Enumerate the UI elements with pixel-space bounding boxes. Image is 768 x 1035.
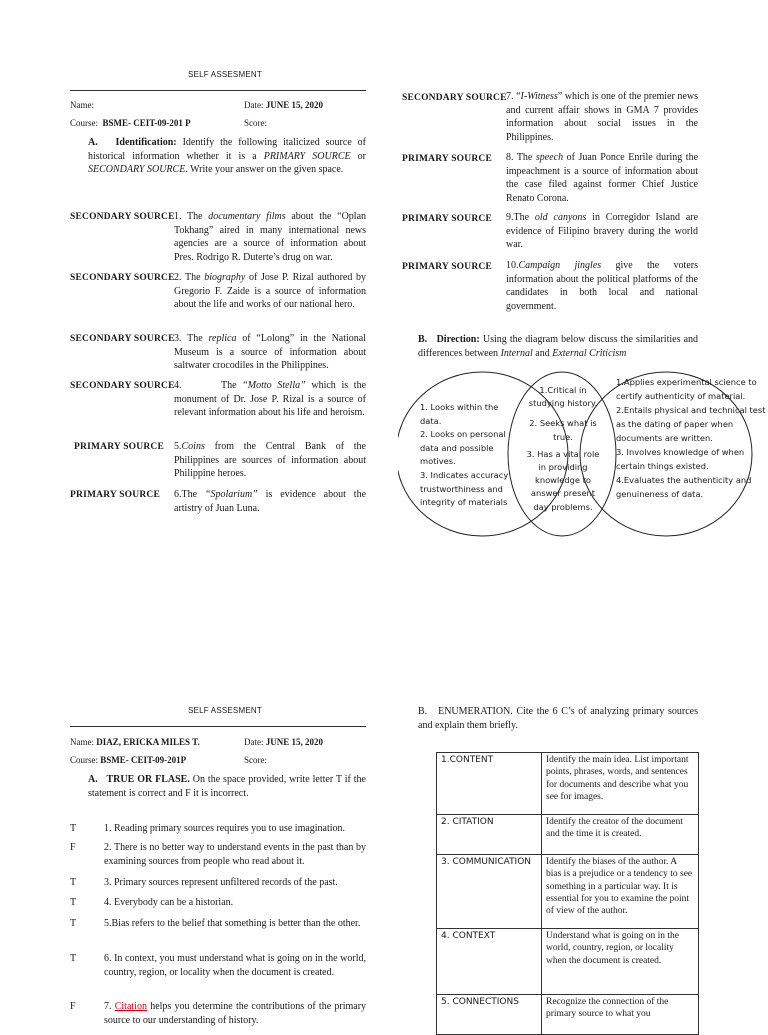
enum-term: 3. COMMUNICATION: [437, 855, 542, 929]
page2-name-value: DIAZ, ERICKA MILES T.: [96, 737, 200, 747]
page1-course-label: Course:: [70, 118, 98, 128]
table-row: [437, 753, 699, 815]
venn-left-item: 1. Looks within the data.: [420, 402, 499, 426]
tf-item-3-text: 3. Primary sources represent unfiltered records of the past.: [104, 877, 338, 888]
enum-desc: Understand what is going on in the world, country, region, or locality when the document is created.: [542, 929, 699, 995]
page1-section-b-title: Direction:: [436, 334, 480, 345]
tf-item-5-answer: T: [70, 918, 77, 929]
enum-desc: Identify the biases of the author. A bias is a prejudice or a tendency to see something in a particular way. It is essential for you to examine the point of view of the author.: [542, 855, 699, 929]
page1-course: [70, 117, 191, 129]
item-italic: documentary films: [208, 211, 286, 222]
item-italic: “Spolarium”: [204, 489, 258, 500]
page2-title-rule: [70, 726, 366, 727]
page1-score-label: Score:: [244, 118, 267, 128]
page1-section-a-heading: [88, 136, 366, 177]
tf-item-4-text: 4. Everybody can be a historian.: [104, 897, 234, 908]
page1-section-b-external: External Criticism: [552, 347, 627, 359]
page2-section-a-heading: [88, 773, 366, 800]
page1-section-b-heading: [418, 333, 698, 360]
page2-date-label: Date:: [244, 737, 264, 747]
item-rest: of “Lolong” in the National Museum is a source of information about saltwater crocodiles in the Philippines.: [174, 333, 367, 371]
tf-item-2-text: 2. There is no better way to understand events in the past than by examining sources from people who read about it.: [104, 842, 366, 867]
item-rest: is evidence about the artistry of Juan Luna.: [174, 489, 367, 514]
page1-title-rule: [70, 90, 366, 91]
table-row: [437, 855, 699, 929]
item-number: 6.The: [174, 489, 198, 500]
venn-middle-item: 3. Has a vital role in providing knowledge to answer present day problems.: [526, 448, 600, 512]
item-rest: of Jose P. Rizal authored by Gregorio F. Zaide is a source of information about the life and works of our national hero.: [174, 272, 367, 310]
page2-course-value: BSME- CEIT-09-201P: [100, 755, 187, 765]
page1-item-8-text: [506, 151, 698, 205]
venn-right-item: 4.Evaluates the authenticity and genuineness of data.: [616, 475, 752, 499]
page1-item-7-text: [506, 90, 698, 144]
page2-date-value: JUNE 15, 2020: [265, 737, 324, 747]
tf-item-5-text: 5.Bias refers to the belief that something is better than the other.: [104, 918, 361, 929]
item-rest: from the Central Bank of the Philippines are sources of information about Philippine heroes.: [174, 441, 366, 479]
page1-item-5-answer: PRIMARY SOURCE: [74, 442, 164, 452]
table-row: [437, 995, 699, 1035]
page1-item-3-text: [174, 332, 366, 373]
venn-right-item: 3. Involves knowledge of when certain things existed.: [616, 447, 745, 471]
tf-item-4-answer: T: [70, 897, 77, 908]
page2-date: [244, 736, 323, 748]
tf-item-1-text: 1. Reading primary sources requires you to use imagination.: [104, 823, 346, 834]
venn-left-item: 2. Looks on personal data and possible motives.: [420, 429, 506, 467]
enum-term: 4. CONTEXT: [437, 929, 542, 995]
enum-instruction: Cite the 6 C’s of analyzing primary sources and explain them briefly.: [418, 706, 698, 731]
tf-item-7-answer: F: [70, 1001, 76, 1012]
tf-item-7-highlight: Citation: [114, 1001, 147, 1012]
item-rest: of Juan Ponce Enrile during the impeachment is a source of information about the case filed against former Chief Justice Renato Corona.: [506, 152, 699, 204]
page1-section-a-primary: PRIMARY SOURCE: [263, 150, 351, 162]
enum-desc: Identify the creator of the document and the time it is created.: [542, 815, 699, 855]
page1-item-1-text: [174, 210, 366, 264]
item-number: 4. The: [174, 380, 237, 391]
item-rest: about the “Oplan Tokhang” aired in many international news agencies are a source of information about Pres. Rodrigo R. Duterte’s drug on war.: [174, 211, 367, 263]
item-number: 10.: [506, 260, 519, 271]
item-number: 1. The: [174, 211, 203, 222]
item-rest: which is the monument of Dr. Jose P. Rizal is a source of relevant information about his life and heroism.: [174, 380, 367, 418]
venn-middle-text: [522, 384, 604, 514]
table-row: [437, 929, 699, 995]
page1-item-6-answer: PRIMARY SOURCE: [70, 490, 160, 500]
page1-item-9-answer: PRIMARY SOURCE: [402, 214, 492, 224]
tf-item-6-answer: T: [70, 953, 77, 964]
tf-item-7-rest: helps you determine the contributions of the primary source to our understanding of history.: [104, 1001, 367, 1026]
item-italic: “Motto Stella”: [242, 380, 306, 391]
page1-item-6-text: [174, 488, 366, 515]
page1-section-a-instruction-1: Identify the following italicized source of historical information whether it is a: [88, 137, 367, 162]
item-number: 9.The: [506, 212, 530, 223]
page1-section-a-title: Identification:: [115, 137, 177, 148]
item-italic: speech: [535, 152, 564, 163]
page1-section-b-and: and: [535, 347, 550, 359]
page2-title: SELF ASSESMENT: [188, 706, 262, 715]
tf-item-7-number: 7.: [104, 1001, 112, 1012]
page1-section-a-letter: A.: [88, 137, 98, 148]
page1-course-value: BSME- CEIT-09-201 P: [102, 118, 191, 128]
item-italic: old canyons: [534, 212, 587, 223]
page2-section-a-letter: A.: [88, 774, 98, 785]
page2-section-a-title: TRUE OR FLASE.: [106, 774, 190, 785]
venn-left-item: 3. Indicates accuracy trustworthiness and integrity of materials: [420, 469, 509, 508]
enum-desc: Recognize the connection of the primary source to what you: [542, 995, 699, 1035]
page1-name-label: Name:: [70, 100, 94, 110]
venn-middle-item: 1.Critical in studying history.: [528, 385, 598, 409]
venn-left-text: [420, 401, 514, 510]
item-number: 3. The: [174, 333, 203, 344]
enum-term: 5. CONNECTIONS: [437, 995, 542, 1035]
page1-item-8-answer: PRIMARY SOURCE: [402, 154, 492, 164]
page1-item-2-text: [174, 271, 366, 312]
page1-item-10-text: [506, 259, 698, 313]
tf-item-3-answer: T: [70, 877, 77, 888]
tf-item-6-text: 6. In context, you must understand what is going on in the world, country, region, or locality when the document is created.: [104, 953, 366, 978]
item-italic: biography: [204, 272, 246, 283]
table-row: [437, 815, 699, 855]
page2-course: [70, 754, 186, 766]
page1-section-a-secondary: SECONDARY SOURCE: [88, 164, 186, 175]
page1-item-2-answer: SECONDARY SOURCE: [70, 273, 175, 283]
item-italic: replica: [208, 333, 237, 344]
page1-item-4-text: [174, 379, 366, 420]
enumeration-table: [436, 752, 699, 1035]
item-rest: in Corregidor Island are evidence of Filipino bravery during the world war.: [506, 212, 699, 250]
enum-term: 1.CONTENT: [437, 753, 542, 815]
enum-heading: [418, 705, 698, 732]
page1-section-b-instruction: Using the diagram below discuss the similarities and differences between: [418, 334, 699, 359]
item-number: 8. The: [506, 152, 533, 163]
tf-item-1-answer: T: [70, 823, 77, 834]
page1-section-a-instruction-2: . Write your answer on the given space.: [185, 164, 344, 175]
page1-title: SELF ASSESMENT: [188, 70, 262, 79]
tf-item-2-answer: F: [70, 842, 76, 853]
item-number: 2. The: [174, 272, 201, 283]
page1-date-label: Date:: [244, 100, 264, 110]
page1-item-4-answer: SECONDARY SOURCE: [70, 381, 175, 391]
page1-item-7-answer: SECONDARY SOURCE: [402, 93, 507, 103]
page1-section-a-or: or: [357, 150, 367, 162]
page2-name: [70, 736, 200, 748]
venn-middle-item: 2. Seeks what is true.: [529, 418, 597, 442]
enum-desc: Identify the main idea. List important points, phrases, words, and sentences for documents and describe what you see for images.: [542, 753, 699, 815]
venn-right-item: 2.Entails physical and technical test as the dating of paper when documents are written.: [616, 405, 766, 443]
page1-item-10-answer: PRIMARY SOURCE: [402, 262, 492, 272]
item-rest: ” which is one of the premier news and current affair shows in GMA 7 provides information about social issues in the Philippines.: [506, 91, 698, 143]
page1-item-1-answer: SECONDARY SOURCE: [70, 212, 175, 222]
page2-course-label: Course:: [70, 755, 98, 765]
page2-section-a-instruction: On the space provided, write letter T if the statement is correct and F it is incorrect.: [88, 774, 367, 799]
page2-score-label: Score:: [244, 755, 267, 765]
page1-section-b-letter: B.: [418, 334, 428, 345]
page1-date-value: JUNE 15, 2020: [265, 100, 324, 110]
enum-letter: B.: [418, 706, 428, 717]
page1-section-b-internal: Internal: [500, 347, 533, 359]
page1-item-9-text: [506, 211, 698, 252]
page2-name-label: Name:: [70, 737, 94, 747]
item-rest: give the voters information about the political platforms of the candidates in both local and national government.: [506, 260, 698, 312]
tf-item-7-text: [104, 1000, 366, 1027]
venn-right-item: 1.Applies experimental science to certify authenticity of material.: [616, 377, 757, 401]
page1-date: [244, 99, 323, 111]
venn-right-text: [616, 375, 768, 501]
page1-item-5-text: [174, 440, 366, 481]
item-italic: Campaign jingles: [518, 260, 602, 271]
item-italic: I-Witness: [520, 91, 558, 102]
item-number: 7. “: [506, 91, 521, 102]
item-number: 5.: [174, 441, 182, 452]
enum-title: ENUMERATION.: [438, 706, 513, 717]
enum-term: 2. CITATION: [437, 815, 542, 855]
item-italic: Coins: [181, 441, 205, 452]
page1-item-3-answer: SECONDARY SOURCE: [70, 334, 175, 344]
